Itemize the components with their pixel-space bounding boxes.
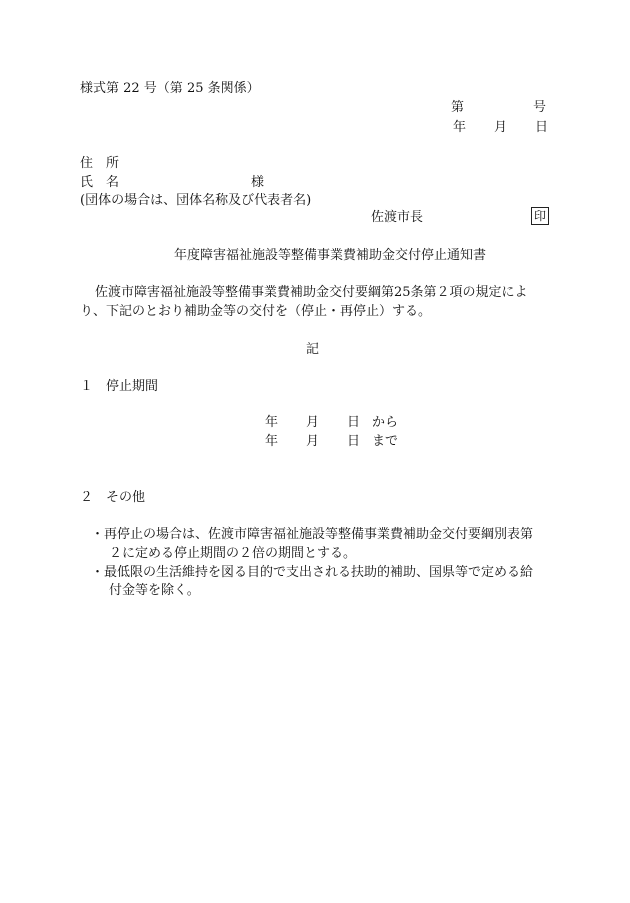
form-number: 様式第 22 号（第 25 条関係） — [80, 81, 260, 96]
body-line-2: り、下記のとおり補助金等の交付を（停止・再停止）する。 — [80, 304, 432, 319]
mayor-label: 佐渡市長 — [371, 210, 424, 225]
address-label: 住 所 — [80, 156, 120, 171]
period-from-day: 日 — [347, 415, 361, 430]
honorific: 様 — [251, 175, 265, 190]
seal-mark: 印 — [531, 207, 549, 225]
note-1-line-2: ２に定める停止期間の２倍の期間とする。 — [109, 546, 357, 561]
period-to-month: 月 — [306, 434, 320, 449]
period-to-year: 年 — [265, 434, 279, 449]
doc-number-prefix: 第 — [451, 100, 465, 115]
date-year: 年 — [453, 120, 467, 135]
doc-number-suffix: 号 — [533, 100, 547, 115]
ki-heading: 記 — [306, 342, 320, 357]
period-from-month: 月 — [306, 415, 320, 430]
org-note: (団体の場合は、団体名称及び代表者名) — [80, 193, 312, 208]
note-1-line-1: ・再停止の場合は、佐渡市障害福祉施設等整備事業費補助金交付要綱別表第 — [91, 527, 534, 542]
note-2-line-1: ・最低限の生活維持を図る目的で支出される扶助的補助、国県等で定める給 — [91, 565, 534, 580]
period-from-suffix: から — [372, 415, 399, 430]
body-line-1: 佐渡市障害福祉施設等整備事業費補助金交付要綱第25条第２項の規定によ — [95, 285, 528, 300]
note-2-line-2: 付金等を除く。 — [109, 583, 200, 598]
period-from-year: 年 — [265, 415, 279, 430]
document-title: 年度障害福祉施設等整備事業費補助金交付停止通知書 — [174, 248, 487, 263]
section-2-heading: ２ その他 — [80, 490, 146, 505]
period-to-day: 日 — [347, 434, 361, 449]
name-label: 氏 名 — [80, 175, 120, 190]
section-1-heading: １ 停止期間 — [80, 379, 159, 394]
date-month: 月 — [494, 120, 508, 135]
date-day: 日 — [535, 120, 549, 135]
period-to-suffix: まで — [372, 434, 399, 449]
